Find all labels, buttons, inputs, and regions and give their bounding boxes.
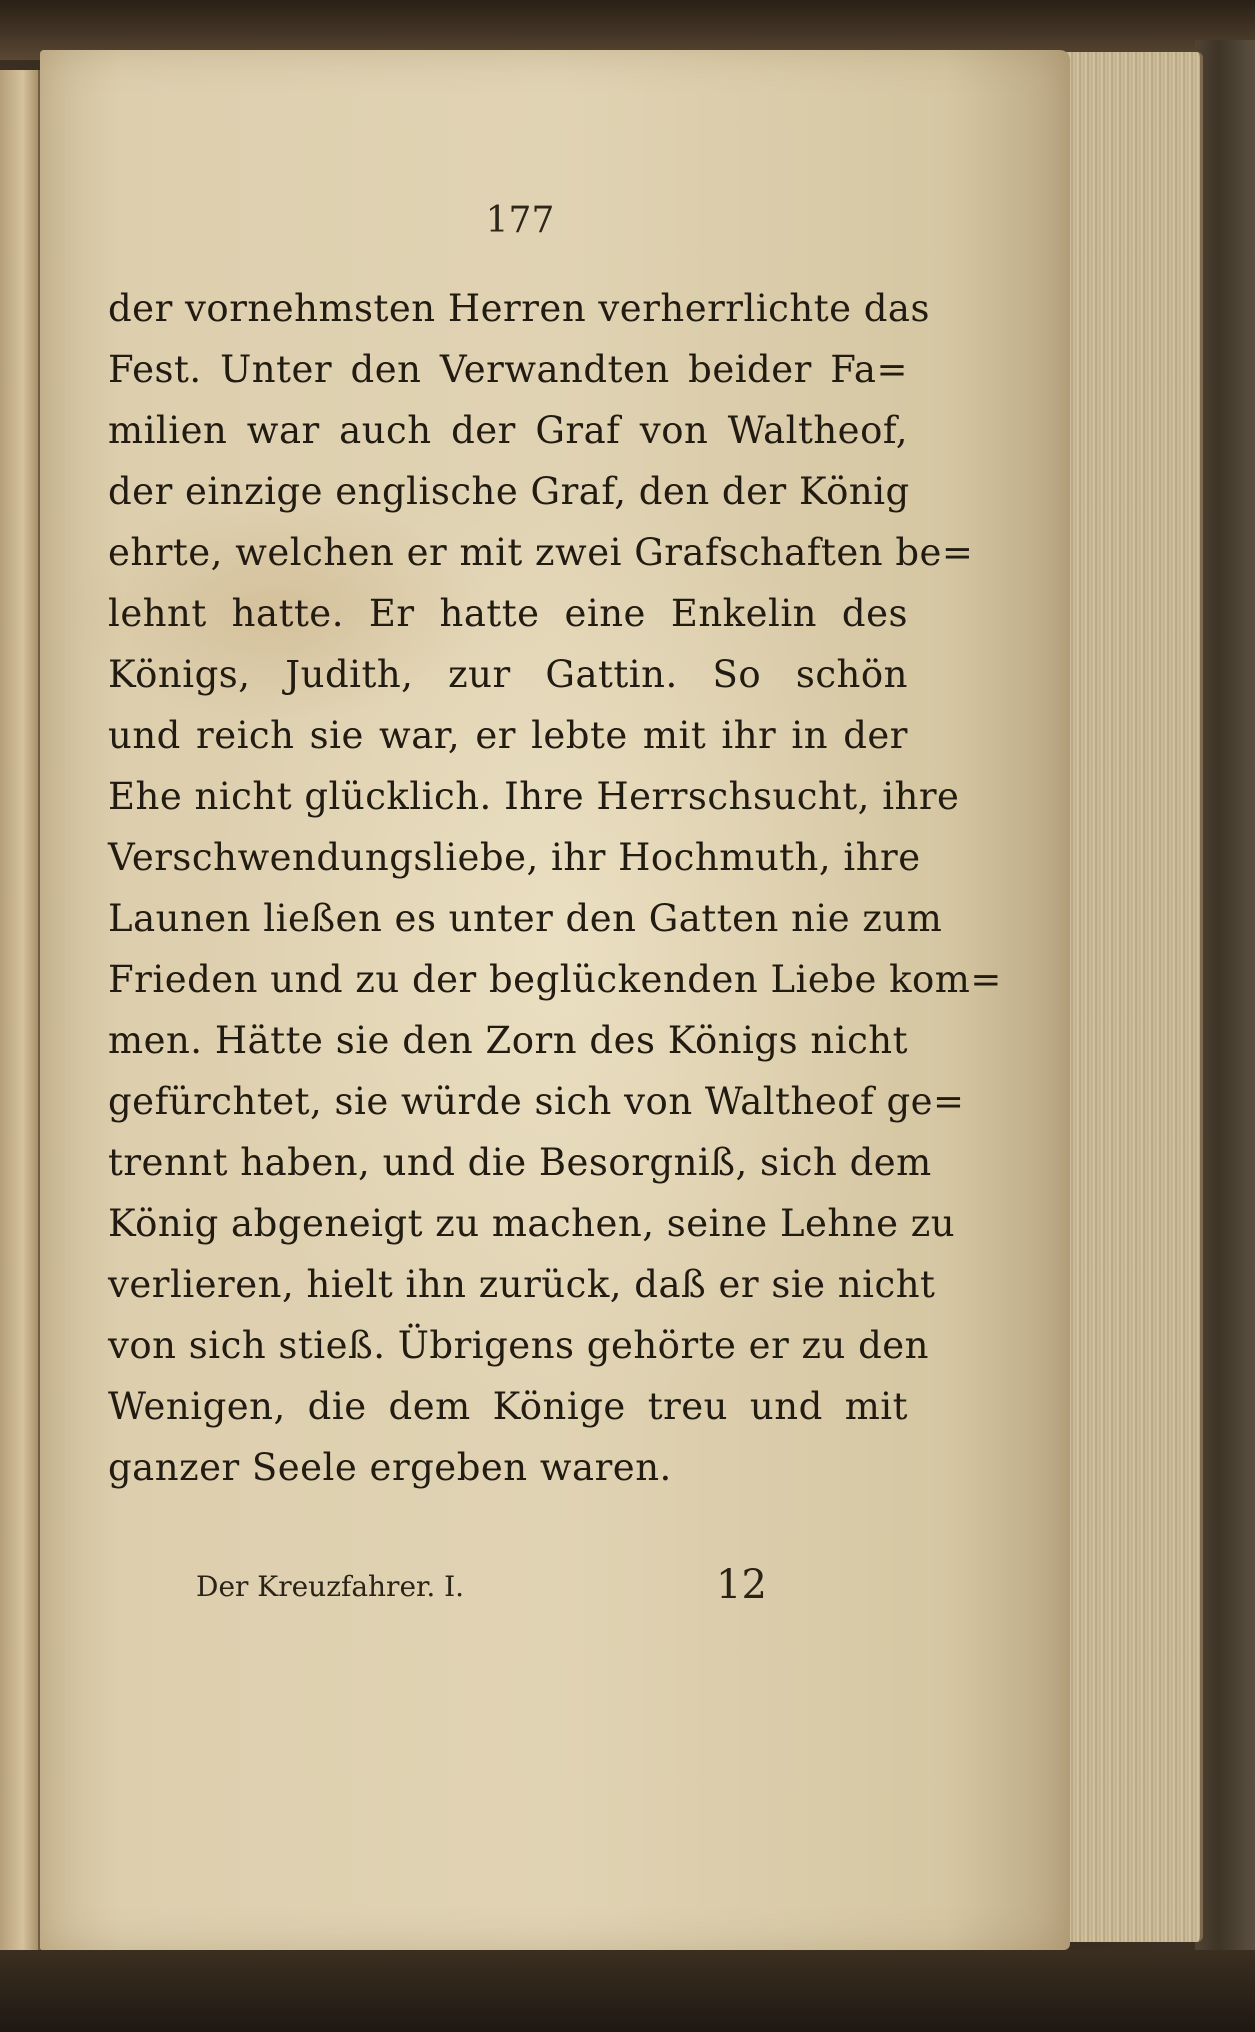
text-line: und reich sie war, er lebte mit ihr in der — [108, 714, 908, 757]
text-line: Verschwendungsliebe, ihr Hochmuth, ihre — [108, 836, 921, 879]
page-number: 177 — [485, 200, 555, 241]
text-line: Fest. Unter den Verwandten beider Fa= — [108, 348, 908, 391]
text-line: lehnt hatte. Er hatte eine Enkelin des — [108, 592, 908, 635]
book-cover-bottom — [0, 1950, 1255, 2032]
book-page — [40, 50, 1070, 1950]
previous-page-edge — [0, 70, 40, 1950]
sheet-number: 12 — [716, 1562, 767, 1608]
text-line: der vornehmsten Herren verherrlichte das — [108, 287, 930, 330]
text-line: von sich stieß. Übrigens gehörte er zu den — [108, 1324, 930, 1367]
text-line: Launen ließen es unter den Gatten nie zum — [108, 897, 943, 940]
text-line: trennt haben, und die Besorgniß, sich dem — [108, 1141, 932, 1184]
text-line: König abgeneigt zu machen, seine Lehne zu — [108, 1202, 956, 1245]
text-line: Ehe nicht glücklich. Ihre Herrschsucht, ihre — [108, 775, 960, 818]
text-line: milien war auch der Graf von Waltheof, — [108, 409, 908, 452]
text-line: gefürchtet, sie würde sich von Waltheof ge= — [108, 1080, 965, 1123]
text-line: men. Hätte sie den Zorn des Königs nicht — [108, 1019, 908, 1062]
text-line: Königs, Judith, zur Gattin. So schön — [108, 653, 908, 696]
footer — [150, 1562, 810, 1612]
text-line: Wenigen, die dem Könige treu und mit — [108, 1385, 908, 1428]
text-line: verlieren, hielt ihn zurück, daß er sie nicht — [108, 1263, 936, 1306]
text-line: ehrte, welchen er mit zwei Grafschaften be= — [108, 531, 974, 574]
body-text — [108, 278, 1002, 1498]
book-cover-right — [1195, 40, 1255, 1970]
text-line: Frieden und zu der beglückenden Liebe kom= — [108, 958, 1002, 1001]
text-line: ganzer Seele ergeben waren. — [108, 1446, 672, 1489]
text-line: der einzige englische Graf, den der König — [108, 470, 910, 513]
signature-mark: Der Kreuzfahrer. I. — [196, 1570, 465, 1603]
page-edges — [1050, 52, 1203, 1942]
